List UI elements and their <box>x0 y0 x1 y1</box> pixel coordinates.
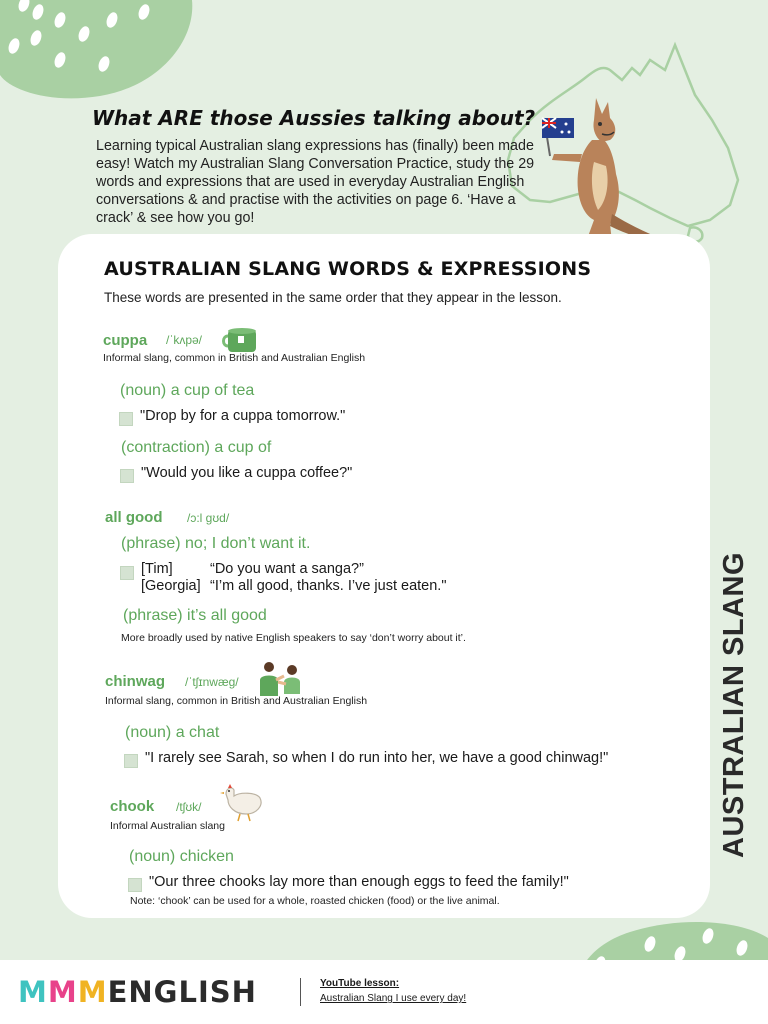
entry-ipa-chinwag: /ˈtʃɪnwæg/ <box>185 675 239 689</box>
example-checkbox[interactable] <box>120 469 134 483</box>
example-checkbox[interactable] <box>120 566 134 580</box>
footer-divider <box>300 978 301 1006</box>
entry-note-chook: Informal Australian slang <box>110 820 225 832</box>
green-tea-cup-icon <box>222 326 262 354</box>
chicken-icon <box>218 780 264 822</box>
entry-word-chook: chook <box>110 798 155 815</box>
definition-all-good-1: (phrase) no; I don’t want it. <box>121 535 311 552</box>
definition-chook-1: (noun) chicken <box>129 848 234 865</box>
intro-paragraph: Learning typical Australian slang expressions has (finally) been made easy! Watch my Australian Slang Conversation Practice, study the 29 words and expressions that are used in everyday Australian English conversations & and practise with the activities on page 6. ‘Have a crack’ & see how you go! <box>96 138 535 226</box>
youtube-lesson-label[interactable]: YouTube lesson: <box>320 978 400 989</box>
example-chook-1: "Our three chooks lay more than enough eggs to feed the family!" <box>149 874 569 890</box>
entry-ipa-chook: /tʃʊk/ <box>176 800 202 814</box>
section-subheading: These words are presented in the same order that they appear in the lesson. <box>104 290 562 305</box>
top-left-blob <box>0 0 200 100</box>
example-cuppa-1: "Drop by for a cuppa tomorrow." <box>140 408 346 424</box>
example-cuppa-2: "Would you like a cuppa coffee?" <box>141 465 353 481</box>
dialogue-line-1: “Do you want a sanga?” <box>210 561 364 577</box>
entry-ipa-all-good: /ɔ:l gʊd/ <box>187 511 230 525</box>
dialogue-speaker-1: [Tim] <box>141 561 173 577</box>
entry-note-all-good: More broadly used by native English speakers to say ‘don’t worry about it’. <box>121 632 466 644</box>
entry-note-chook-2: Note: ‘chook’ can be used for a whole, roasted chicken (food) or the live animal. <box>130 895 500 907</box>
entry-word-all-good: all good <box>105 509 163 526</box>
definition-chinwag-1: (noun) a chat <box>125 724 220 741</box>
definition-cuppa-1: (noun) a cup of tea <box>120 382 255 399</box>
definition-all-good-2: (phrase) it’s all good <box>123 607 267 624</box>
page-title: What ARE those Aussies talking about? <box>92 106 536 130</box>
logo-m2: M <box>47 975 78 1009</box>
example-chinwag-1: "I rarely see Sarah, so when I do run into her, we have a good chinwag!" <box>145 750 609 766</box>
logo-english: ENGLISH <box>107 975 257 1009</box>
definition-cuppa-2: (contraction) a cup of <box>121 439 272 456</box>
mmmenglish-logo <box>18 975 257 1009</box>
entry-note-chinwag: Informal slang, common in British and Australian English <box>105 695 368 707</box>
section-heading: AUSTRALIAN SLANG WORDS & EXPRESSIONS <box>104 258 592 280</box>
entry-note-cuppa: Informal slang, common in British and Australian English <box>103 352 366 364</box>
entry-word-cuppa: cuppa <box>103 332 148 349</box>
dialogue-speaker-2: [Georgia] <box>141 578 201 594</box>
two-people-chatting-icon <box>256 660 304 696</box>
logo-m1: M <box>18 975 48 1009</box>
entry-word-chinwag: chinwag <box>105 673 166 690</box>
example-checkbox[interactable] <box>128 878 142 892</box>
kangaroo-with-flag <box>536 94 668 246</box>
logo-m3: M <box>77 975 108 1009</box>
entry-ipa-cuppa: /ˈkʌpə/ <box>166 333 203 347</box>
side-label: AUSTRALIAN SLANG <box>718 551 750 858</box>
dialogue-line-2: “I’m all good, thanks. I’ve just eaten." <box>210 578 447 594</box>
youtube-lesson-link[interactable]: Australian Slang I use every day! <box>320 993 467 1004</box>
example-checkbox[interactable] <box>124 754 138 768</box>
example-checkbox[interactable] <box>119 412 133 426</box>
